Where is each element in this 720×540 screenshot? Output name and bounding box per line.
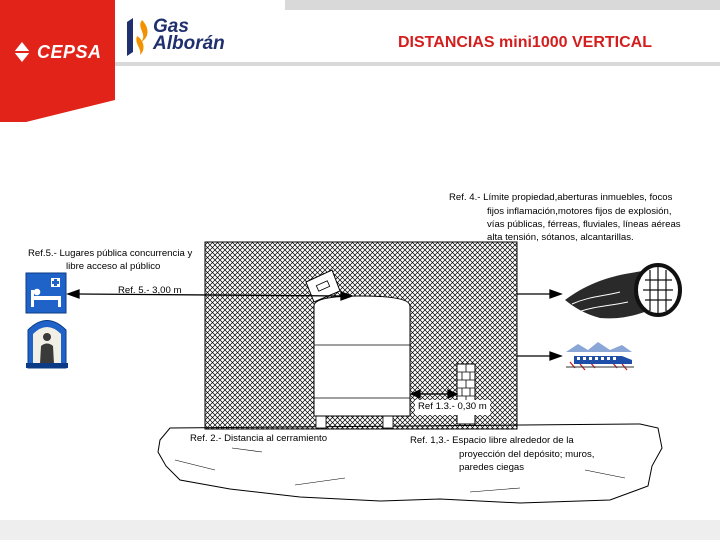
ref4-arrow-top xyxy=(517,290,561,298)
ref13-label-line3: paredes ciegas xyxy=(459,462,525,473)
ref4-arrow-bottom xyxy=(517,352,561,360)
ref13-label-line1: Ref. 1,3.- Espacio libre alrededor de la xyxy=(410,435,574,446)
ref2-label: Ref. 2.- Distancia al cerramiento xyxy=(190,433,328,444)
footer-strip xyxy=(0,520,720,540)
sewer-pipe-icon xyxy=(565,265,680,318)
gas-tank xyxy=(314,296,410,428)
ref4-label-line3: vías públicas, férreas, fluviales, líneas aéreas xyxy=(487,219,681,230)
cepsa-brand: CEPSA xyxy=(37,42,102,62)
ref5-distance-label: Ref. 5.- 3,00 m xyxy=(118,285,182,296)
ref4-label-line4: alta tensión, sótanos, alcantarillas. xyxy=(487,232,634,243)
page-title: DISTANCIAS mini1000 VERTICAL xyxy=(398,34,652,51)
ref13-label-line2: proyección del depósito; muros, xyxy=(459,449,595,460)
header-gray-strip xyxy=(285,0,720,10)
header-separator-line xyxy=(115,62,720,66)
gas-alboran-line1: Gas xyxy=(153,16,189,37)
ref13-distance-label: Ref 1.3.- 0,30 m xyxy=(415,400,490,415)
kiosk-icon xyxy=(26,321,68,369)
ref5-label-line1: Ref.5.- Lugares pública concurrencia y xyxy=(28,248,193,259)
ref5-label-line2: libre acceso al público xyxy=(66,261,161,272)
ref4-label-line2: fijos inflamación,motores fijos de explosión, xyxy=(487,206,672,217)
train-icon xyxy=(566,342,634,370)
ref4-label-line1: Ref. 4.- Límite propiedad,aberturas inmuebles, focos xyxy=(449,192,673,203)
gas-alboran-flame-icon xyxy=(127,18,148,56)
hospital-icon xyxy=(26,273,66,313)
brick-wall xyxy=(457,364,475,424)
gas-alboran-line2: Alborán xyxy=(153,33,225,54)
